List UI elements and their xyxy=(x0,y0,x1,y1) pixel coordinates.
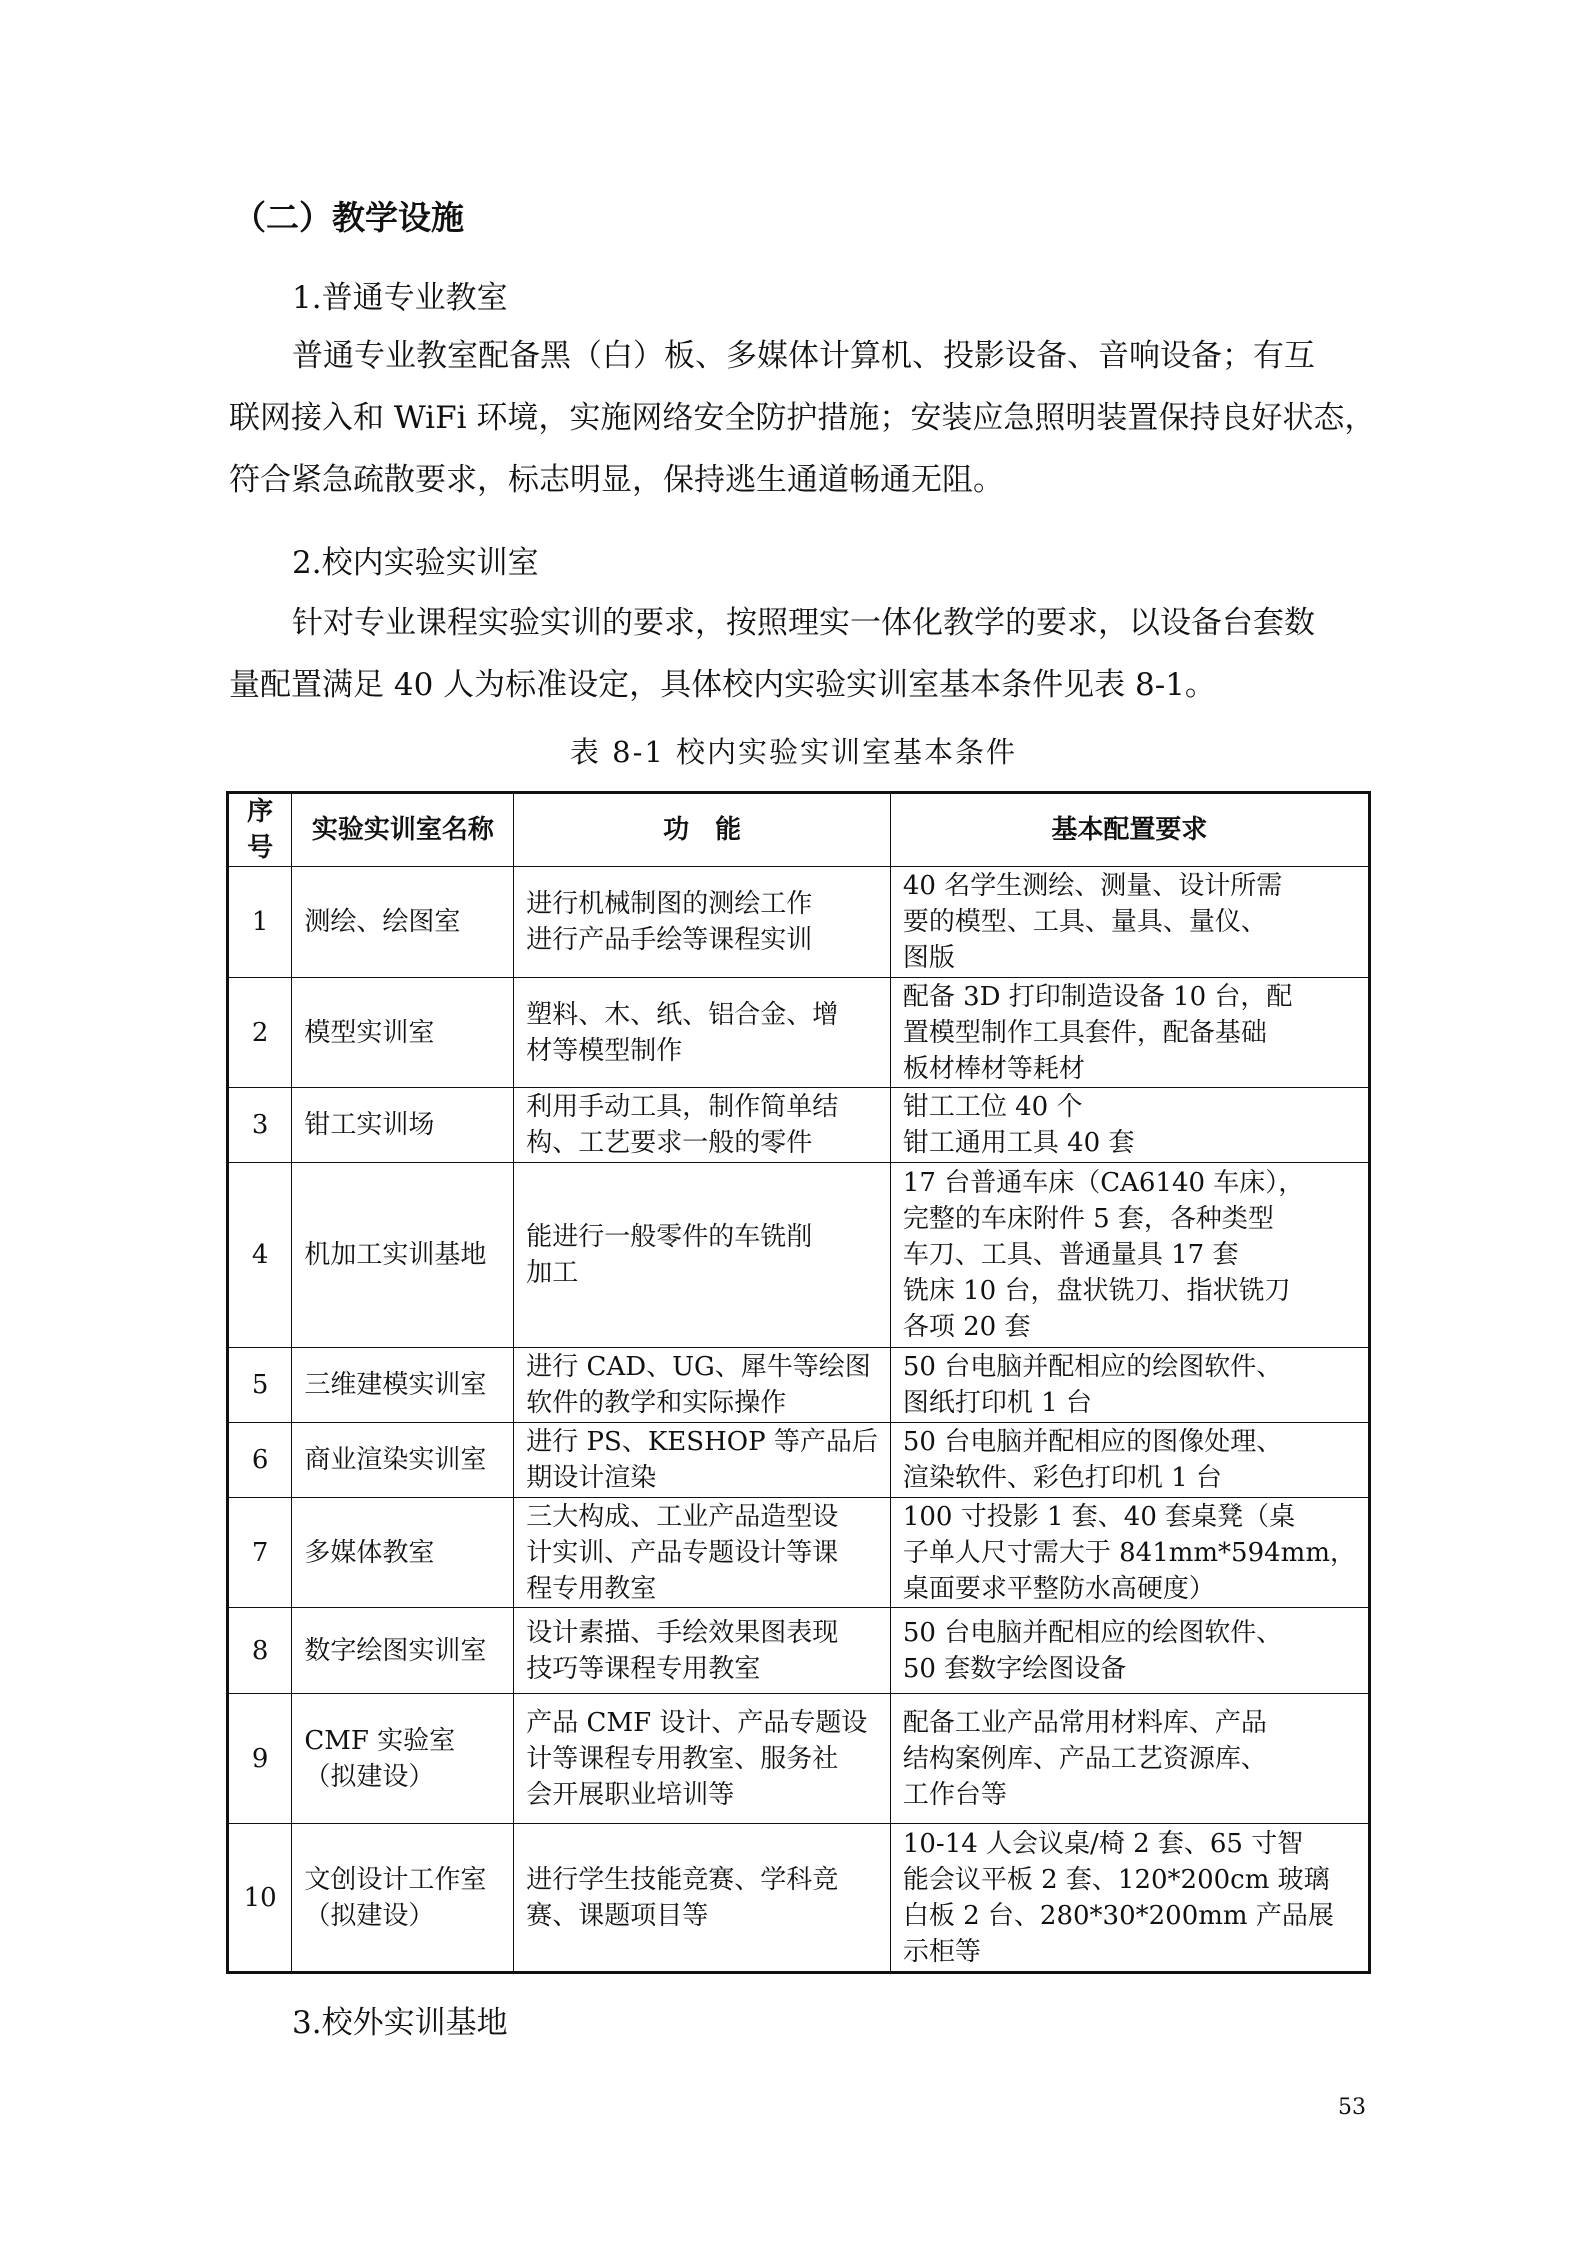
cell-function-line: 技巧等课程专用教室 xyxy=(526,1653,761,1684)
cell-requirements-line: 40 名学生测绘、测量、设计所需 xyxy=(902,871,1283,901)
subsection-title-2: 2.校内实验实训室 xyxy=(292,545,539,581)
cell-requirements-line: 各项 20 套 xyxy=(902,1312,1031,1342)
subsection-title-1: 1.普通专业教室 xyxy=(292,280,508,316)
cell-function xyxy=(514,1824,891,1973)
cell-requirements-line: 渲染软件、彩色打印机 1 台 xyxy=(902,1463,1222,1493)
header-name: 实验实训室名称 xyxy=(292,793,514,867)
table-row xyxy=(228,1824,1370,1973)
cell-function-line: 进行机械制图的测绘工作 xyxy=(526,889,813,919)
cell-function-line: 计实训、产品专题设计等课 xyxy=(526,1537,839,1568)
cell-name xyxy=(292,1608,514,1694)
cell-function-line: 产品 CMF 设计、产品专题设 xyxy=(526,1707,868,1738)
cell-name xyxy=(292,1088,514,1163)
cell-requirements-line: 子单人尺寸需大于 841mm*594mm， xyxy=(902,1537,1356,1568)
table-header-row xyxy=(228,793,1370,867)
cell-requirements-line: 配备工业产品常用材料库、产品 xyxy=(902,1707,1267,1738)
paragraph-line: 量配置满足 40 人为标准设定，具体校内实验实训室基本条件见表 8-1。 xyxy=(229,667,1216,703)
cell-function-line: 塑料、木、纸、铝合金、增 xyxy=(526,999,839,1030)
cell-function xyxy=(514,1163,891,1348)
cell-name-line: （拟建设） xyxy=(304,1761,435,1792)
cell-name xyxy=(292,1163,514,1348)
cell-name xyxy=(292,1498,514,1608)
cell-function-line: 进行学生技能竞赛、学科竞 xyxy=(526,1864,839,1895)
cell-no: 9 xyxy=(228,1694,292,1824)
cell-requirements-line: 配备 3D 打印制造设备 10 台，配 xyxy=(902,981,1293,1012)
table-row xyxy=(228,1348,1370,1423)
cell-function-line: 赛、课题项目等 xyxy=(526,1900,709,1931)
paragraph-line: 普通专业教室配备黑（白）板、多媒体计算机、投影设备、音响设备；有互 xyxy=(292,338,1315,374)
cell-requirements xyxy=(890,867,1369,978)
table-row xyxy=(228,1163,1370,1348)
cell-requirements-line: 要的模型、工具、量具、量仪、 xyxy=(902,907,1267,937)
cell-requirements-line: 50 台电脑并配相应的图像处理、 xyxy=(902,1427,1283,1457)
cell-no: 4 xyxy=(228,1163,292,1348)
cell-function-line: 材等模型制作 xyxy=(526,1035,683,1066)
subsection-title-3: 3.校外实训基地 xyxy=(292,2005,508,2041)
cell-no: 7 xyxy=(228,1498,292,1608)
cell-function-line: 进行 PS、KESHOP 等产品后 xyxy=(526,1427,878,1457)
cell-requirements-line: 车刀、工具、普通量具 17 套 xyxy=(902,1240,1239,1270)
cell-requirements-line: 桌面要求平整防水高硬度） xyxy=(902,1573,1215,1604)
cell-function-line: 软件的教学和实际操作 xyxy=(526,1388,787,1418)
cell-no: 1 xyxy=(228,867,292,978)
table-row xyxy=(228,1694,1370,1824)
cell-requirements xyxy=(890,1824,1369,1973)
cell-no: 8 xyxy=(228,1608,292,1694)
cell-function xyxy=(514,1348,891,1423)
cell-name-line: 三维建模实训室 xyxy=(304,1370,487,1400)
cell-requirements-line: 图纸打印机 1 台 xyxy=(902,1388,1092,1418)
paragraph-line: 针对专业课程实验实训的要求，按照理实一体化教学的要求，以设备台套数 xyxy=(292,605,1315,641)
table-row xyxy=(228,1088,1370,1163)
cell-no: 2 xyxy=(228,978,292,1088)
cell-requirements-line: 板材棒材等耗材 xyxy=(902,1053,1085,1084)
table-row xyxy=(228,1498,1370,1608)
cell-function xyxy=(514,1423,891,1498)
cell-requirements-line: 示柜等 xyxy=(902,1936,981,1967)
cell-requirements-line: 置模型制作工具套件，配备基础 xyxy=(902,1017,1267,1048)
cell-no: 3 xyxy=(228,1088,292,1163)
cell-requirements xyxy=(890,1163,1369,1348)
cell-name-line: 数字绘图实训室 xyxy=(304,1635,487,1666)
paragraph-labs xyxy=(229,592,1359,716)
cell-name-line: 文创设计工作室 xyxy=(304,1864,487,1895)
cell-requirements-line: 100 寸投影 1 套、40 套桌凳（桌 xyxy=(902,1501,1296,1532)
cell-name-line: CMF 实验室 xyxy=(304,1725,456,1756)
cell-requirements xyxy=(890,1608,1369,1694)
cell-no: 10 xyxy=(228,1824,292,1973)
cell-requirements-line: 17 台普通车床（CA6140 车床）， xyxy=(902,1168,1305,1198)
cell-no: 6 xyxy=(228,1423,292,1498)
cell-requirements xyxy=(890,1498,1369,1608)
cell-function-line: 会开展职业培训等 xyxy=(526,1779,735,1810)
cell-requirements-line: 10-14 人会议桌/椅 2 套、65 寸智 xyxy=(902,1828,1304,1859)
cell-name-line: 模型实训室 xyxy=(304,1017,435,1048)
cell-function-line: 计等课程专用教室、服务社 xyxy=(526,1743,839,1774)
cell-function-line: 进行产品手绘等课程实训 xyxy=(526,925,813,955)
cell-requirements-line: 能会议平板 2 套、120*200cm 玻璃 xyxy=(902,1864,1330,1895)
cell-name-line: （拟建设） xyxy=(304,1900,435,1931)
cell-function-line: 程专用教室 xyxy=(526,1573,657,1604)
cell-function xyxy=(514,1498,891,1608)
cell-name-line: 钳工实训场 xyxy=(304,1110,435,1140)
cell-name-line: 商业渲染实训室 xyxy=(304,1445,487,1475)
header-no: 序号 xyxy=(228,793,292,867)
lab-conditions-table xyxy=(226,791,1371,1974)
cell-name-line: 机加工实训基地 xyxy=(304,1240,487,1270)
cell-function-line: 加工 xyxy=(526,1258,579,1288)
cell-name-line: 多媒体教室 xyxy=(304,1537,435,1568)
cell-function-line: 设计素描、手绘效果图表现 xyxy=(526,1617,839,1648)
cell-requirements xyxy=(890,1423,1369,1498)
page-number: 53 xyxy=(1338,2095,1366,2120)
section-title: （二）教学设施 xyxy=(233,198,464,237)
table-caption: 表 8-1 校内实验实训室基本条件 xyxy=(569,735,1018,769)
cell-requirements-line: 白板 2 台、280*30*200mm 产品展 xyxy=(902,1900,1334,1931)
cell-function xyxy=(514,1694,891,1824)
cell-requirements xyxy=(890,1348,1369,1423)
cell-function xyxy=(514,978,891,1088)
cell-function-line: 进行 CAD、UG、犀牛等绘图 xyxy=(526,1352,871,1382)
cell-name xyxy=(292,1824,514,1973)
cell-name-line: 测绘、绘图室 xyxy=(304,907,461,937)
cell-requirements-line: 结构案例库、产品工艺资源库、 xyxy=(902,1743,1267,1774)
cell-name xyxy=(292,978,514,1088)
cell-requirements-line: 50 台电脑并配相应的绘图软件、 xyxy=(902,1617,1283,1648)
cell-requirements xyxy=(890,1088,1369,1163)
paragraph-line: 联网接入和 WiFi 环境，实施网络安全防护措施；安装应急照明装置保持良好状态， xyxy=(229,400,1376,436)
cell-requirements-line: 钳工工位 40 个 xyxy=(902,1092,1083,1122)
cell-function xyxy=(514,1608,891,1694)
cell-function xyxy=(514,867,891,978)
cell-requirements-line: 完整的车床附件 5 套，各种类型 xyxy=(902,1204,1274,1234)
cell-requirements-line: 铣床 10 台，盘状铣刀、指状铣刀 xyxy=(902,1276,1291,1306)
cell-requirements xyxy=(890,1694,1369,1824)
cell-name xyxy=(292,1694,514,1824)
table-row xyxy=(228,1423,1370,1498)
cell-requirements-line: 50 台电脑并配相应的绘图软件、 xyxy=(902,1352,1283,1382)
cell-requirements xyxy=(890,978,1369,1088)
cell-name xyxy=(292,867,514,978)
table-row xyxy=(228,978,1370,1088)
cell-no: 5 xyxy=(228,1348,292,1423)
table-row xyxy=(228,867,1370,978)
paragraph-classroom xyxy=(229,325,1376,511)
cell-requirements-line: 工作台等 xyxy=(902,1779,1007,1810)
cell-function-line: 三大构成、工业产品造型设 xyxy=(526,1501,839,1532)
cell-function-line: 能进行一般零件的车铣削 xyxy=(526,1222,813,1252)
cell-function-line: 利用手动工具，制作简单结 xyxy=(526,1092,839,1122)
paragraph-line: 符合紧急疏散要求，标志明显，保持逃生通道畅通无阻。 xyxy=(229,462,1004,498)
cell-function xyxy=(514,1088,891,1163)
table-row xyxy=(228,1608,1370,1694)
cell-function-line: 期设计渲染 xyxy=(526,1463,657,1493)
header-requirements: 基本配置要求 xyxy=(890,793,1369,867)
cell-name xyxy=(292,1423,514,1498)
cell-requirements-line: 50 套数字绘图设备 xyxy=(902,1653,1127,1684)
cell-requirements-line: 图版 xyxy=(902,943,955,973)
cell-requirements-line: 钳工通用工具 40 套 xyxy=(902,1128,1135,1158)
cell-function-line: 构、工艺要求一般的零件 xyxy=(526,1128,813,1158)
cell-name xyxy=(292,1348,514,1423)
header-function: 功 能 xyxy=(514,793,891,867)
